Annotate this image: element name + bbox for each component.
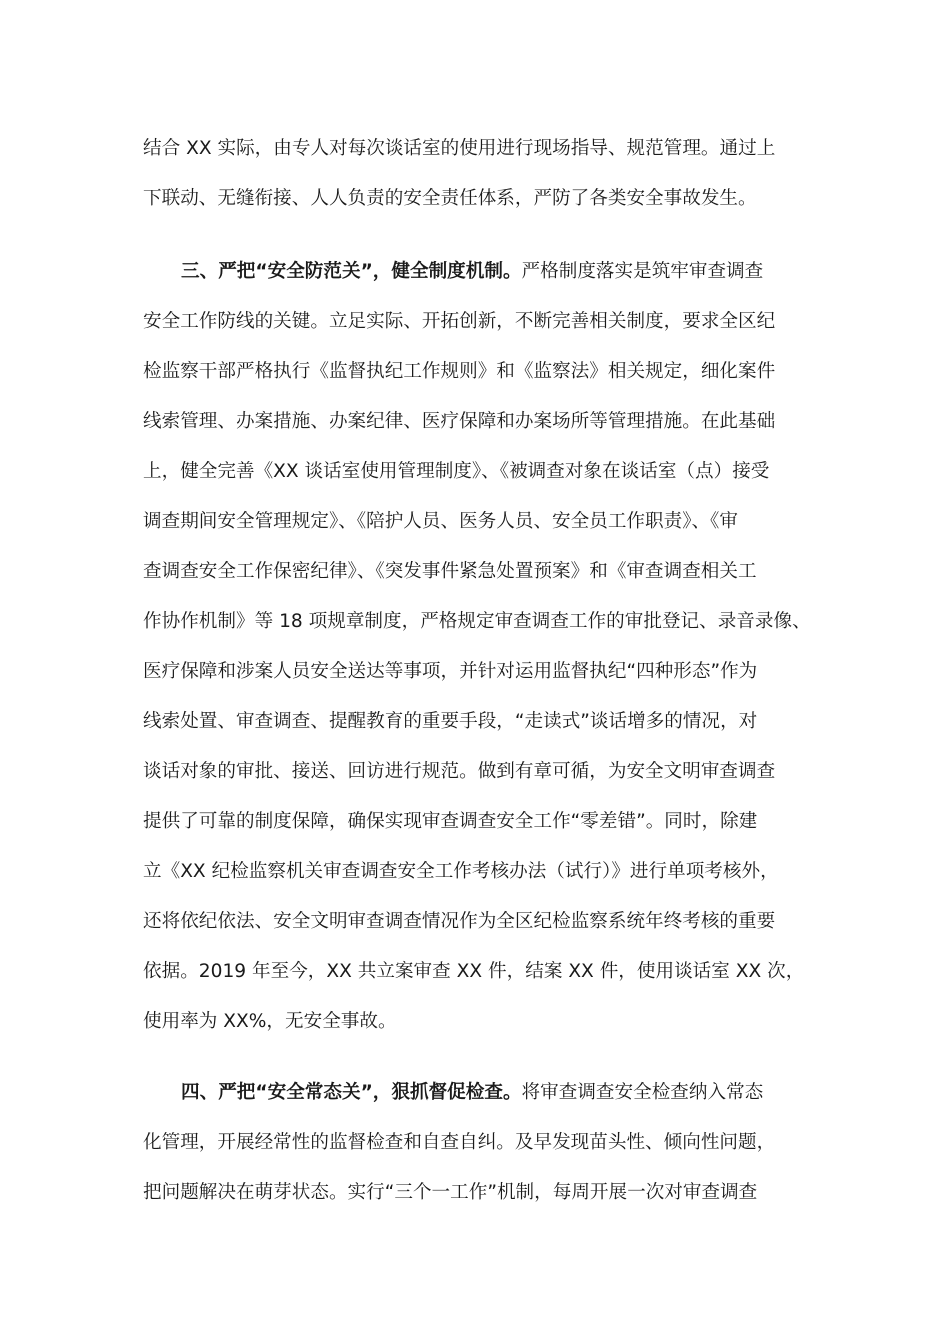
text-line: 立《XX 纪检监察机关审查调查安全工作考核办法（试行）》进行单项考核外， bbox=[143, 861, 779, 882]
section-heading: 四、严把“安全常态关”，狠抓督促检查。 bbox=[181, 1082, 522, 1103]
text-run: 将审查调查安全检查纳入常态 bbox=[521, 1082, 764, 1103]
text-line: 调查期间安全管理规定》、《陪护人员、医务人员、安全员工作职责》、《审 bbox=[143, 511, 738, 532]
paragraph-first-line bbox=[143, 1068, 823, 1118]
section-heading: 三、严把“安全防范关”，健全制度机制。 bbox=[181, 261, 522, 282]
paragraph-safety-prevention bbox=[143, 247, 823, 1047]
paragraph-first-line bbox=[143, 247, 823, 297]
text-line: 安全工作防线的关键。立足实际、开拓创新，不断完善相关制度，要求全区纪 bbox=[143, 311, 776, 332]
text-line: 查调查安全工作保密纪律》、《突发事件紧急处置预案》和《审查调查相关工 bbox=[143, 561, 757, 582]
text-line: 还将依纪依法、安全文明审查调查情况作为全区纪检监察系统年终考核的重要 bbox=[143, 911, 776, 932]
text-line: 作协作机制》等 18 项规章制度，严格规定审查调查工作的审批登记、录音录像、 bbox=[143, 611, 811, 632]
paragraph-continuation bbox=[143, 124, 823, 224]
text-line: 谈话对象的审批、接送、回访进行规范。做到有章可循，为安全文明审查调查 bbox=[143, 761, 776, 782]
text-line: 检监察干部严格执行《监督执纪工作规则》和《监察法》相关规定，细化案件 bbox=[143, 361, 776, 382]
text-line: 医疗保障和涉案人员安全送达等事项，并针对运用监督执纪“四种形态”作为 bbox=[143, 661, 758, 682]
text-line: 结合 XX 实际，由专人对每次谈话室的使用进行现场指导、规范管理。通过上 bbox=[143, 138, 776, 159]
text-line: 上，健全完善《XX 谈话室使用管理制度》、《被调查对象在谈话室（点）接受 bbox=[143, 461, 770, 482]
text-line: 线索处置、审查调查、提醒教育的重要手段，“走读式”谈话增多的情况，对 bbox=[143, 711, 758, 732]
paragraph-safety-routine bbox=[143, 1068, 823, 1218]
text-line: 使用率为 XX%，无安全事故。 bbox=[143, 1011, 397, 1032]
text-run: 严格制度落实是筑牢审查调查 bbox=[521, 261, 764, 282]
text-line: 把问题解决在萌芽状态。实行“三个一工作”机制，每周开展一次对审查调查 bbox=[143, 1182, 758, 1203]
text-line: 依据。2019 年至今，XX 共立案审查 XX 件，结案 XX 件，使用谈话室 XX 次， bbox=[143, 961, 805, 982]
text-line: 下联动、无缝衔接、人人负责的安全责任体系，严防了各类安全事故发生。 bbox=[143, 188, 757, 209]
text-line: 提供了可靠的制度保障，确保实现审查调查安全工作“零差错”。同时，除建 bbox=[143, 811, 758, 832]
text-line: 化管理，开展经常性的监督检查和自查自纠。及早发现苗头性、倾向性问题， bbox=[143, 1132, 776, 1153]
text-line: 线索管理、办案措施、办案纪律、医疗保障和办案场所等管理措施。在此基础 bbox=[143, 411, 776, 432]
